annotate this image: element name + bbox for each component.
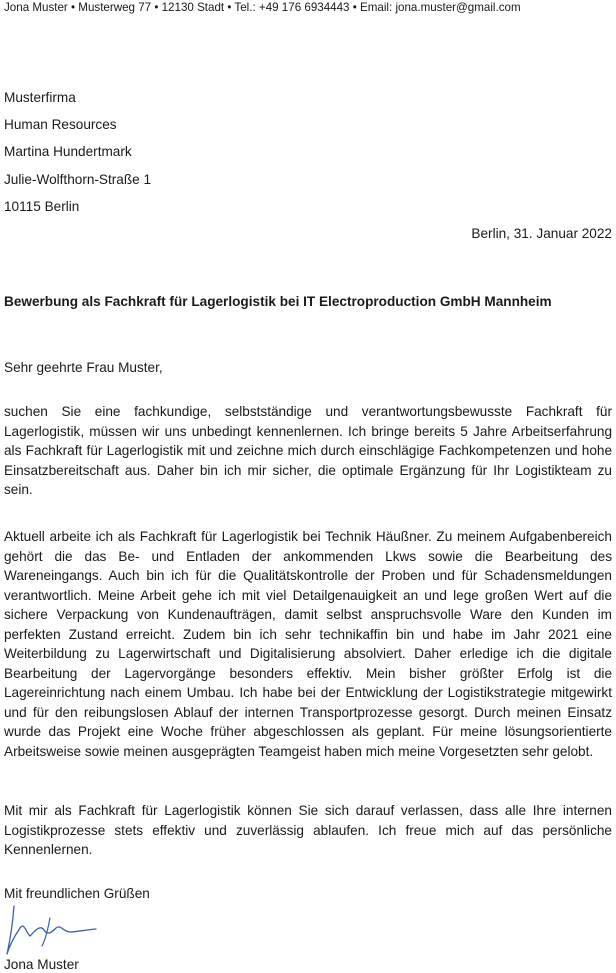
letter-subject: Bewerbung als Fachkraft für Lagerlogistik bei IT Electroproduction GmbH Mannheim: [4, 294, 552, 309]
handwritten-signature: [4, 902, 104, 960]
body-paragraph-1: suchen Sie eine fachkundige, selbstständige und verantwortungsbewusste Fachkraft für Lagerlogistik, müssen wir uns unbedingt kennenlernen. Ich bringe bereits 5 Jahre Arbeitserfahrung als Fachkraft für Lagerlogistik mit und zeichne mich durch einschlägige Fachkompetenzen und hohe Einsatzbereitschaft aus. Daher bin ich mir sicher, die optimale Ergänzung für Ihr Logistikteam zu sein.: [4, 404, 612, 497]
signature-stroke: [7, 906, 96, 954]
recipient-company: Musterfirma: [4, 90, 76, 105]
signer-name: Jona Muster: [4, 957, 79, 972]
closing-phrase: Mit freundlichen Grüßen: [4, 886, 150, 901]
letter-date: Berlin, 31. Januar 2022: [471, 226, 612, 241]
body-paragraph-2: Aktuell arbeite ich als Fachkraft für Lagerlogistik bei Technik Häußner. Zu meinem Aufgabenbereich gehört die das Be- und Entladen der ankommenden Lkws sowie die Bearbeitung des Wareneingangs. Auch bin ich für die Qualitätskontrolle der Proben und für Schadensmeldungen verantwortlich. Meine Arbeit gehe ich mit viel Detailgenauigkeit an und lege großen Wert auf die sichere Verpackung von Kundenaufträgen, damit selbst anspruchsvolle Ware den Kunden im perfekten Zustand erreicht. Zudem bin ich sehr technikaffin bin und habe im Jahr 2021 eine Weiterbildung zu Lagerwirtschaft und Digitalisierung absolviert. Daher erledige ich die digitale Bearbeitung der Lagervorgänge besonders effektiv. Mein bisher größter Erfolg ist die Lagereinrichtung nach einem Umbau. Ich habe bei der Entwicklung der Logistikstrategie mitgewirkt und für den reibungslosen Ablauf der internen Transportprozesse gesorgt. Durch meinen Einsatz wurde das Projekt eine Woche früher abgeschlossen als geplant. Für meine lösungsorientierte Arbeitsweise sowie meinen ausgeprägten Teamgeist haben mich meine Vorgesetzten sehr gelobt.: [4, 529, 612, 759]
recipient-street: Julie-Wolfthorn-Straße 1: [4, 171, 152, 187]
sender-contact-line: Jona Muster • Musterweg 77 • 12130 Stadt • Tel.: +49 176 6934443 • Email: jona.muster@gmail.com: [4, 1, 521, 14]
recipient-city: 10115 Berlin: [4, 198, 80, 214]
recipient-department: Human Resources: [4, 117, 117, 133]
recipient-person: Martina Hundertmark: [4, 144, 132, 160]
recipient-address: [4, 88, 151, 224]
body-paragraph-3: Mit mir als Fachkraft für Lagerlogistik können Sie sich darauf verlassen, dass alle Ihre internen Logistikprozesse stets effektiv und zuverlässig ablaufen. Ich freue mich auf das persönliche Kennenlernen.: [4, 803, 612, 857]
salutation: Sehr geehrte Frau Muster,: [4, 360, 163, 375]
